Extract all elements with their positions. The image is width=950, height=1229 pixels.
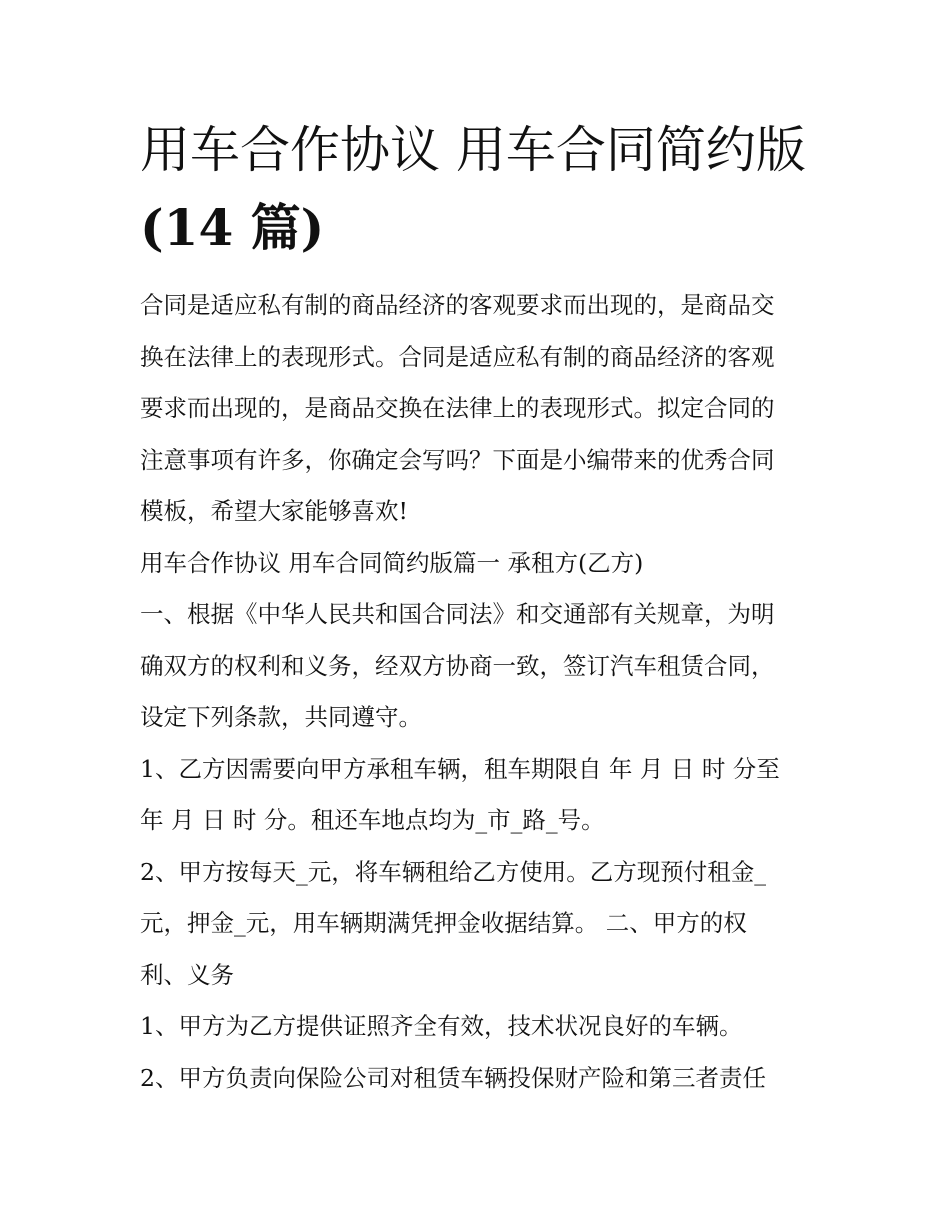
text-line: 合同是适应私有制的商品经济的客观要求而出现的，是商品交 — [140, 291, 775, 319]
text-line: 利、义务 — [140, 960, 234, 989]
section-heading-paragraph — [140, 538, 820, 590]
item-2-paragraph — [140, 847, 820, 1002]
text-line: 模板，希望大家能够喜欢! — [140, 497, 408, 525]
text-line: 一、根据《中华人民共和国合同法》和交通部有关规章，为明 — [140, 600, 775, 628]
text-line: 2、甲方按每天_元，将车辆租给乙方使用。乙方现预付租金_ — [140, 857, 766, 886]
party-a-item-1-paragraph — [140, 1001, 820, 1053]
text-line: 要求而出现的，是商品交换在法律上的表现形式。拟定合同的 — [140, 394, 775, 422]
title-line-1: 用车合作协议 用车合同简约版 — [140, 121, 806, 179]
text-line: 2、甲方负责向保险公司对租赁车辆投保财产险和第三者责任 — [140, 1063, 766, 1092]
text-line: 1、乙方因需要向甲方承租车辆，租车期限自 年 月 日 时 分至 — [140, 754, 780, 783]
clause-one-paragraph — [140, 589, 820, 744]
document-content — [140, 112, 820, 1104]
text-line: 元，押金_元，用车辆期满凭押金收据结算。 二、甲方的权 — [140, 909, 747, 937]
item-1-paragraph — [140, 744, 820, 847]
text-line: 用车合作协议 用车合同简约版篇一 承租方(乙方) — [140, 548, 644, 577]
title-line-2: (14 篇) — [140, 198, 325, 257]
text-line: 确双方的权利和义务，经双方协商一致，签订汽车租赁合同， — [140, 651, 775, 680]
document-body — [140, 280, 820, 1104]
text-line: 换在法律上的表现形式。合同是适应私有制的商品经济的客观 — [140, 342, 775, 371]
intro-paragraph — [140, 280, 820, 538]
document-title — [140, 112, 820, 266]
text-line: 年 月 日 时 分。租还车地点均为_市_路_号。 — [140, 806, 605, 834]
party-a-item-2-paragraph — [140, 1053, 820, 1105]
text-line: 设定下列条款，共同遵守。 — [140, 703, 422, 731]
text-line: 1、甲方为乙方提供证照齐全有效，技术状况良好的车辆。 — [140, 1012, 743, 1040]
text-line: 注意事项有许多，你确定会写吗？下面是小编带来的优秀合同 — [140, 445, 775, 474]
